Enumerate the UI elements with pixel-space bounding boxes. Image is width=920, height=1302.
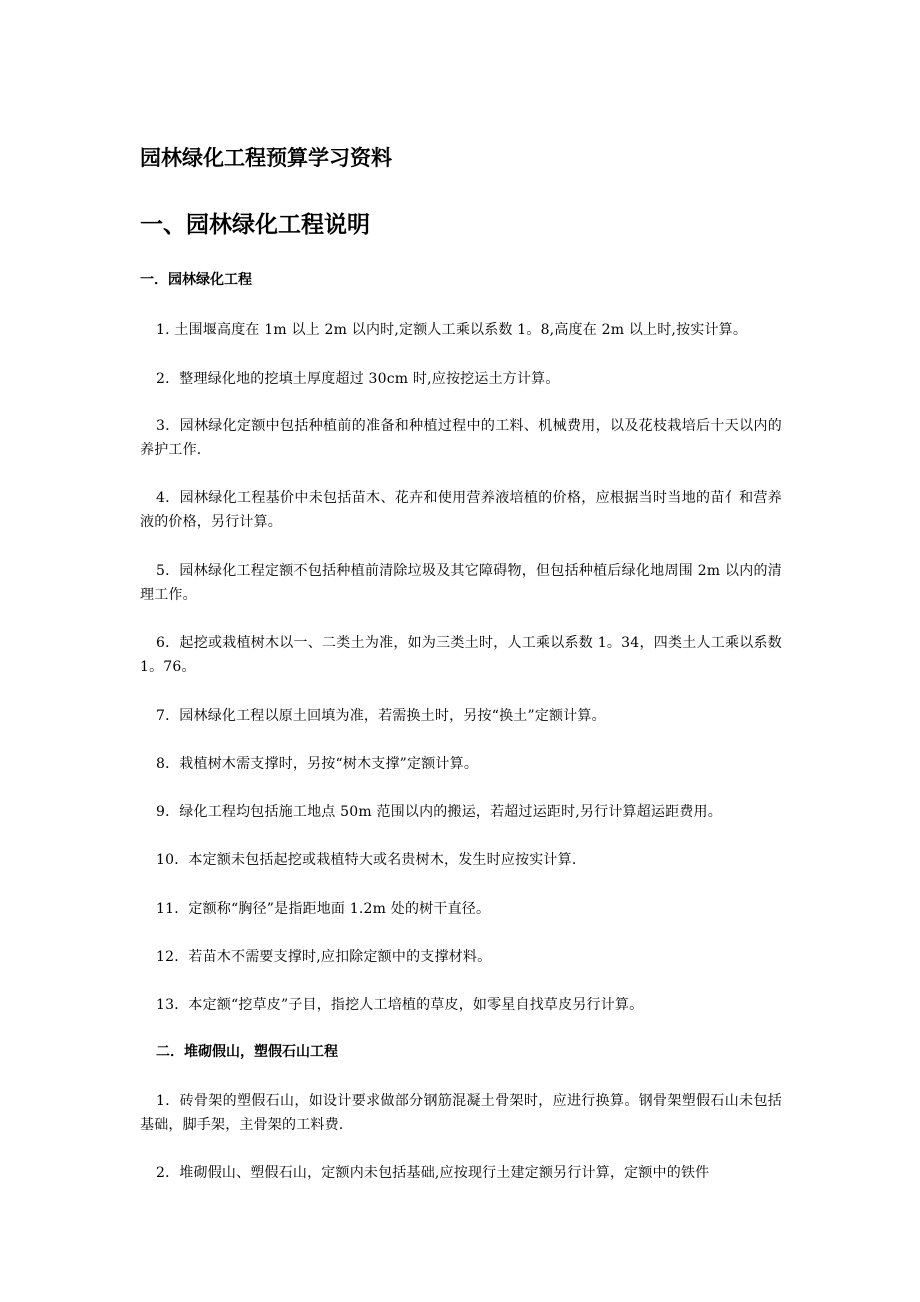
list-item: 10．本定额未包括起挖或栽植特大或名贵树木，发生时应按实计算. (156, 852, 577, 868)
list-item: 1．砖骨架的塑假石山，如设计要求做部分钢筋混凝土骨架时，应进行换算。钢骨架塑假石山未包括基础，脚手架，主骨架的工料费. (140, 1093, 782, 1133)
subsection-heading-landscaping: 一．园林绿化工程 (140, 272, 252, 288)
list-item: 6．起挖或栽植树木以一、二类土为准，如为三类土时，人工乘以系数 1。34，四类土人工乘以系数 1。76。 (140, 635, 782, 675)
list-item: 9．绿化工程均包括施工地点 50m 范围以内的搬运，若超过运距时,另行计算超运距费用。 (156, 804, 722, 820)
list-item: 2．整理绿化地的挖填土厚度超过 30cm 时,应按挖运土方计算。 (156, 371, 560, 387)
list-item: 8．栽植树木需支撑时，另按“树木支撑”定额计算。 (156, 756, 479, 772)
list-item: 4．园林绿化工程基价中未包括苗木、花卉和使用营养液培植的价格，应根据当时当地的苗亻和营养液的价格，另行计算。 (140, 490, 782, 530)
section-title: 一、园林绿化工程说明 (140, 212, 370, 238)
subsection-heading-rockery: 二．堆砌假山，塑假石山工程 (156, 1044, 338, 1060)
list-item: 5．园林绿化工程定额不包括种植前清除垃圾及其它障碍物，但包括种植后绿化地周围 2m 以内的清理工作。 (140, 563, 782, 603)
list-item: 1. 土围堰高度在 1m 以上 2m 以内时,定额人工乘以系数 1。8,高度在 2m 以上时,按实计算。 (156, 322, 748, 338)
list-item: 11．定额称“胸径”是指距地面 1.2m 处的树干直径。 (156, 901, 491, 917)
list-item: 12．若苗木不需要支撑时,应扣除定额中的支撑材料。 (156, 949, 492, 965)
document-title: 园林绿化工程预算学习资料 (140, 146, 392, 170)
list-item: 3．园林绿化定额中包括种植前的准备和种植过程中的工料、机械费用，以及花枝栽培后十天以内的养护工作. (140, 418, 782, 458)
list-item: 13．本定额“挖草皮”子目，指挖人工培植的草皮，如零星自找草皮另行计算。 (156, 997, 644, 1013)
list-item: 2．堆砌假山、塑假石山，定额内未包括基础,应按现行土建定额另行计算，定额中的铁件 (156, 1165, 710, 1181)
list-item: 7．园林绿化工程以原土回填为准，若需换土时，另按“换土”定额计算。 (156, 708, 606, 724)
